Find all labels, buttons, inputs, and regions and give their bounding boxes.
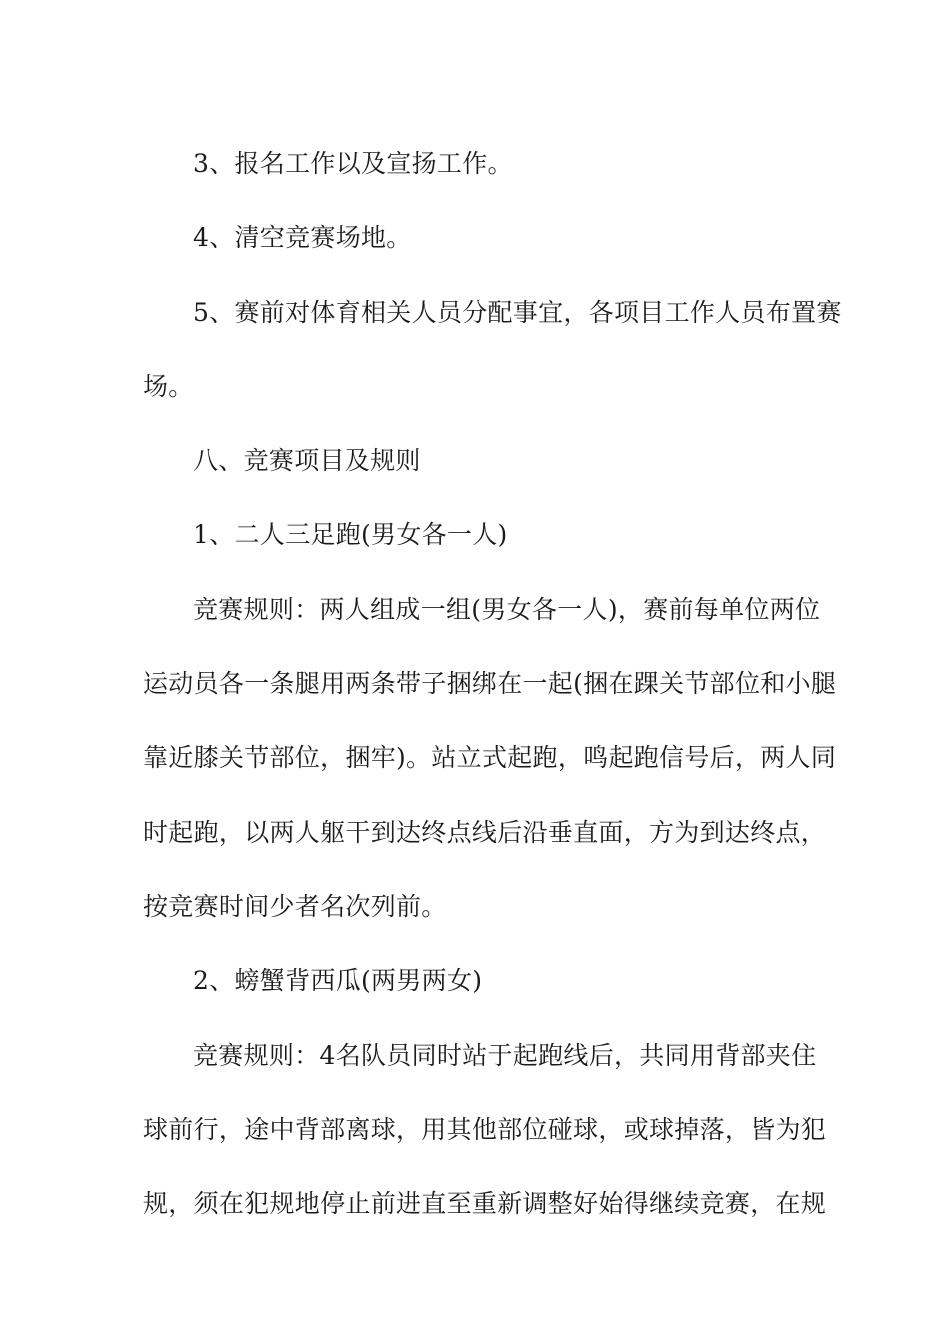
text-line: 靠近膝关节部位，捆牢)。站立式起跑，鸣起跑信号后，两人同 <box>143 743 837 773</box>
text-line: 2、螃蟹背西瓜(两男两女) <box>193 966 483 996</box>
text-line: 球前行，途中背部离球，用其他部位碰球，或球掉落，皆为犯 <box>143 1114 827 1144</box>
text-line: 规，须在犯规地停止前进直至重新调整好始得继续竞赛，在规 <box>143 1189 827 1219</box>
text-line: 运动员各一条腿用两条带子捆绑在一起(捆在踝关节部位和小腿 <box>143 669 837 699</box>
text-line: 竞赛规则：两人组成一组(男女各一人)，赛前每单位两位 <box>193 594 821 624</box>
text-line: 4、清空竞赛场地。 <box>193 223 412 253</box>
paragraph-item-5 <box>143 276 842 425</box>
event-rules-1 <box>143 573 837 944</box>
paragraph-item-3 <box>143 127 807 201</box>
section-heading-8 <box>143 424 807 498</box>
document-body <box>143 127 842 1241</box>
paragraph-item-4 <box>143 201 807 275</box>
text-line: 场。 <box>143 371 194 401</box>
text-line: 时起跑，以两人躯干到达终点线后沿垂直面，方为到达终点， <box>143 817 827 847</box>
text-line: 5、赛前对体育相关人员分配事宜，各项目工作人员布置赛 <box>193 297 842 327</box>
event-rules-2 <box>143 1019 827 1242</box>
text-line: 八、竞赛项目及规则 <box>193 446 421 476</box>
text-line: 按竞赛时间少者名次列前。 <box>143 891 447 921</box>
event-title-1 <box>143 498 807 572</box>
text-line: 1、二人三足跑(男女各一人) <box>193 520 508 550</box>
text-line: 3、报名工作以及宣扬工作。 <box>193 149 513 178</box>
text-line: 竞赛规则：4名队员同时站于起跑线后，共同用背部夹住 <box>193 1040 817 1070</box>
event-title-2 <box>143 944 807 1018</box>
